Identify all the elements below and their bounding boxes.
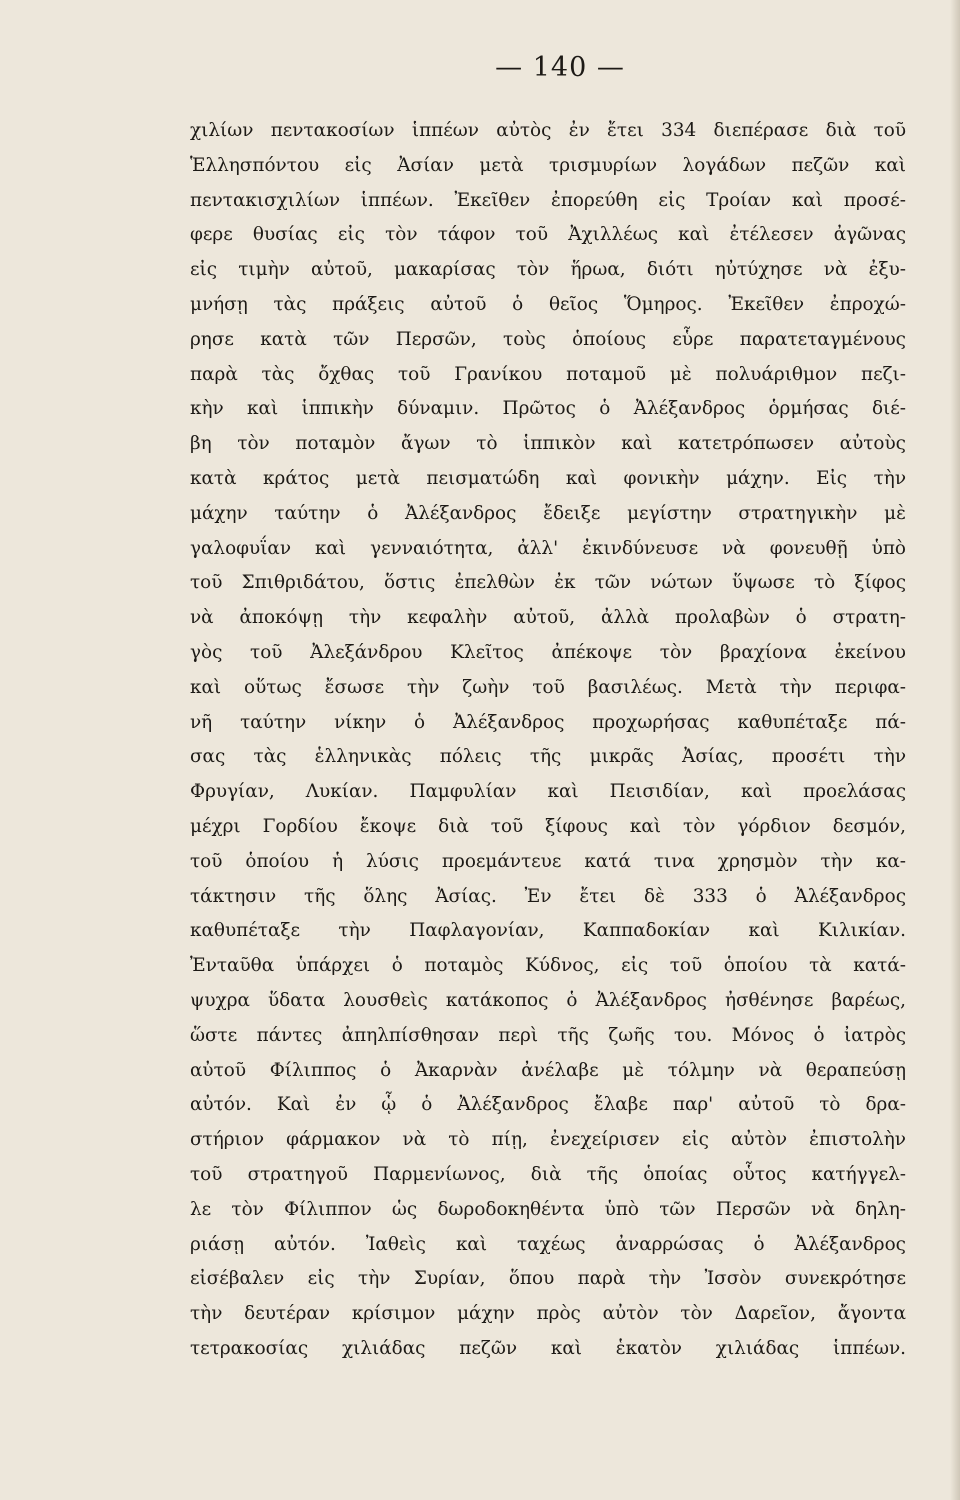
text-line: καθυπέταξε τὴν Παφλαγονίαν, Καππαδοκίαν καὶ Κιλικίαν. xyxy=(190,920,906,942)
body-text xyxy=(190,114,906,1367)
text-line: ψυχρα ὕδατα λουσθεὶς κατάκοπος ὁ Ἀλέξανδρος ἠσθένησε βαρέως, xyxy=(190,989,906,1011)
text-line: τάκτησιν τῆς ὅλης Ἀσίας. Ἐν ἔτει δὲ 333 ὁ Ἀλέξανδρος xyxy=(190,885,906,907)
text-line: ρησε κατὰ τῶν Περσῶν, τοὺς ὁποίους εὗρε παρατεταγμένους xyxy=(190,328,906,350)
text-line: νῆ ταύτην νίκην ὁ Ἀλέξανδρος προχωρήσας καθυπέταξε πά- xyxy=(190,711,906,733)
text-line: εἰσέβαλεν εἰς τὴν Συρίαν, ὅπου παρὰ τὴν Ἰσσὸν συνεκρότησε xyxy=(190,1268,906,1290)
text-line: Ἐνταῦθα ὑπάρχει ὁ ποταμὸς Κύδνος, εἰς τοῦ ὁποίου τὰ κατά- xyxy=(190,955,906,977)
text-line: Ἑλλησπόντου εἰς Ἀσίαν μετὰ τρισμυρίων λογάδων πεζῶν καὶ xyxy=(190,154,906,176)
text-line: μνήσῃ τὰς πράξεις αὐτοῦ ὁ θεῖος Ὅμηρος. Ἐκεῖθεν ἐπροχώ- xyxy=(190,293,906,315)
text-line: γαλοφυΐαν καὶ γενναιότητα, ἀλλ' ἐκινδύνευσε νὰ φονευθῇ ὑπὸ xyxy=(190,537,906,559)
text-line: φερε θυσίας εἰς τὸν τάφον τοῦ Ἀχιλλέως καὶ ἐτέλεσεν ἀγῶνας xyxy=(190,224,906,246)
text-line: τὴν δευτέραν κρίσιμον μάχην πρὸς αὐτὸν τὸν Δαρεῖον, ἄγοντα xyxy=(190,1303,906,1325)
text-line: πεντακισχιλίων ἱππέων. Ἐκεῖθεν ἐπορεύθη εἰς Τροίαν καὶ προσέ- xyxy=(190,189,906,211)
text-line: καὶ οὕτως ἔσωσε τὴν ζωὴν τοῦ βασιλέως. Μετὰ τὴν περιφα- xyxy=(190,676,906,698)
text-line: ριάσῃ αὐτόν. Ἰαθεὶς καὶ ταχέως ἀναρρώσας ὁ Ἀλέξανδρος xyxy=(190,1233,906,1255)
text-line: γὸς τοῦ Ἀλεξάνδρου Κλεῖτος ἀπέκοψε τὸν βραχίονα ἐκείνου xyxy=(190,641,906,663)
text-line: τετρακοσίας χιλιάδας πεζῶν καὶ ἑκατὸν χιλιάδας ἱππέων. xyxy=(190,1337,906,1359)
text-line: αὐτοῦ Φίλιππος ὁ Ἀκαρνὰν ἀνέλαβε μὲ τόλμην νὰ θεραπεύσῃ xyxy=(190,1059,906,1081)
text-line: σας τὰς ἑλληνικὰς πόλεις τῆς μικρᾶς Ἀσίας, προσέτι τὴν xyxy=(190,746,906,768)
text-line: αὐτόν. Καὶ ἐν ᾧ ὁ Ἀλέξανδρος ἔλαβε παρ' αὐτοῦ τὸ δρα- xyxy=(190,1094,906,1116)
page-edge-shadow xyxy=(950,0,960,1500)
text-line: χιλίων πεντακοσίων ἱππέων αὐτὸς ἐν ἔτει 334 διεπέρασε διὰ τοῦ xyxy=(190,120,906,141)
text-line: τοῦ Σπιθριδάτου, ὅστις ἐπελθὼν ἐκ τῶν νώτων ὕψωσε τὸ ξίφος xyxy=(190,572,906,594)
page-number: — 140 — xyxy=(495,52,625,83)
text-line: λε τὸν Φίλιππον ὡς δωροδοκηθέντα ὑπὸ τῶν Περσῶν νὰ δηλη- xyxy=(190,1198,906,1220)
text-line: Φρυγίαν, Λυκίαν. Παμφυλίαν καὶ Πεισιδίαν, καὶ προελάσας xyxy=(190,781,906,803)
text-line: παρὰ τὰς ὄχθας τοῦ Γρανίκου ποταμοῦ μὲ πολυάριθμον πεζι- xyxy=(190,363,906,385)
text-line: κὴν καὶ ἱππικὴν δύναμιν. Πρῶτος ὁ Ἀλέξανδρος ὁρμήσας διέ- xyxy=(190,398,906,420)
text-line: τοῦ στρατηγοῦ Παρμενίωνος, διὰ τῆς ὁποίας οὗτος κατήγγελ- xyxy=(190,1163,906,1185)
text-line: εἰς τιμὴν αὐτοῦ, μακαρίσας τὸν ἥρωα, διότι ηὐτύχησε νὰ ἐξυ- xyxy=(190,259,906,281)
text-line: μάχην ταύτην ὁ Ἀλέξανδρος ἔδειξε μεγίστην στρατηγικὴν μὲ xyxy=(190,502,906,524)
text-line: βη τὸν ποταμὸν ἄγων τὸ ἱππικὸν καὶ κατετρόπωσεν αὐτοὺς xyxy=(190,433,906,455)
text-line: στήριον φάρμακον νὰ τὸ πίῃ, ἐνεχείρισεν εἰς αὐτὸν ἐπιστολὴν xyxy=(190,1129,906,1151)
text-line: μέχρι Γορδίου ἔκοψε διὰ τοῦ ξίφους καὶ τὸν γόρδιον δεσμόν, xyxy=(190,815,906,837)
text-line: ὥστε πάντες ἀπηλπίσθησαν περὶ τῆς ζωῆς του. Μόνος ὁ ἰατρὸς xyxy=(190,1024,906,1046)
text-line: νὰ ἀποκόψῃ τὴν κεφαλὴν αὐτοῦ, ἀλλὰ προλαβὼν ὁ στρατη- xyxy=(190,607,906,629)
text-line: κατὰ κράτος μετὰ πεισματώδη καὶ φονικὴν μάχην. Εἰς τὴν xyxy=(190,467,906,489)
text-line: τοῦ ὁποίου ἡ λύσις προεμάντευε κατά τινα χρησμὸν τὴν κα- xyxy=(190,850,906,872)
